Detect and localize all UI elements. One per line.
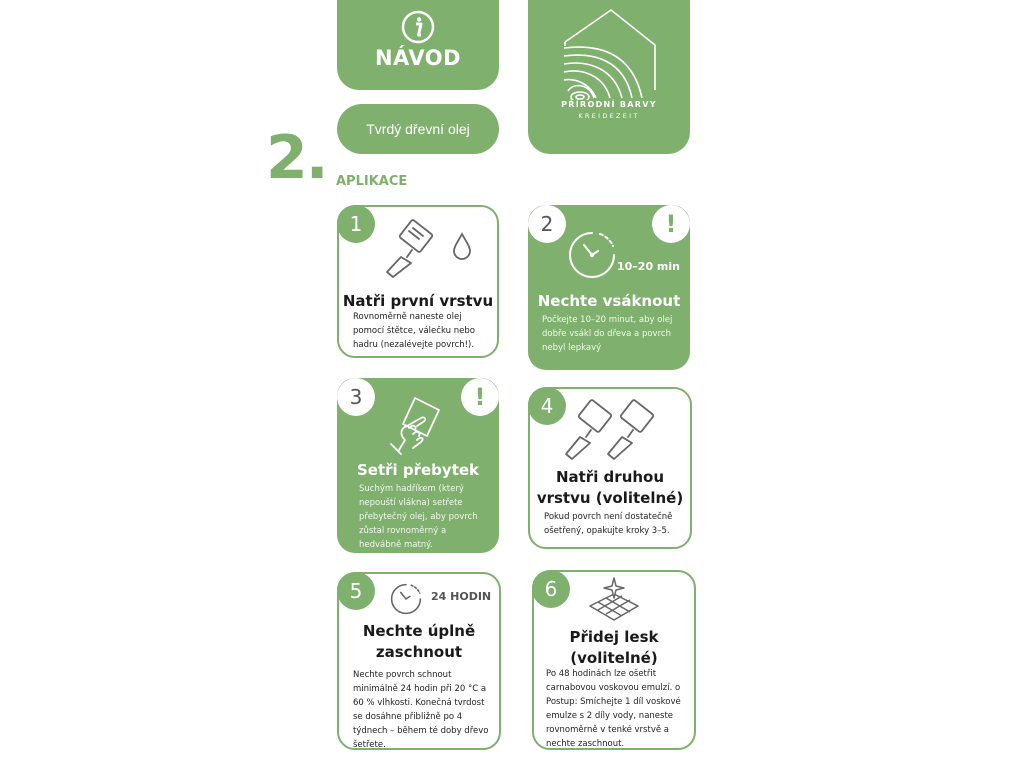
step-title: Přidej lesk (volitelné): [569, 628, 659, 667]
step-number: 6: [532, 570, 570, 608]
step-card-3: [337, 378, 499, 553]
step-number: 5: [337, 572, 375, 610]
shiny-floor-icon: [584, 576, 644, 624]
navod-title: NÁVOD: [374, 46, 462, 70]
product-name-pill: Tvrdý dřevní olej: [337, 104, 499, 154]
clock-icon: [389, 582, 423, 616]
step-card-4: [528, 387, 692, 549]
wood-house-logo-icon: [528, 0, 690, 100]
section-title: APLIKACE: [336, 174, 408, 189]
step-number: 4: [528, 387, 566, 425]
brand-logo: [528, 0, 690, 154]
step-title: Setři přebytek: [356, 461, 480, 479]
alert-icon: !: [461, 378, 499, 416]
step-description: Rovnoměrně naneste olej pomocí štětce, válečku nebo hadru (nezalévejte povrch!).: [353, 312, 475, 350]
step-description: Pokud povrch není dostatečně ošetřený, opakujte kroky 3–5.: [544, 512, 673, 536]
step-title: Nechte vsáknout: [537, 292, 681, 310]
step-number: 2: [528, 205, 566, 243]
step-card-5: [337, 572, 501, 750]
step-description: Počkejte 10–20 minut, aby olej dobře vsákl do dřeva a povrch nebyl lepkavý: [542, 315, 673, 353]
two-paintbrushes-icon: [560, 399, 670, 463]
step-title: Natři první vrstvu: [342, 292, 494, 310]
step-card-6: [532, 570, 696, 750]
navod-badge: [337, 0, 499, 90]
info-icon: [401, 10, 435, 44]
brand-subtitle: KREIDEZEIT: [578, 112, 640, 120]
time-badge: 24 HODIN: [431, 590, 492, 603]
step-title: Natři druhou vrstvu (volitelné): [536, 468, 684, 507]
step-card-2: [528, 205, 690, 370]
step-description: Nechte povrch schnout minimálně 24 hodin při 20 °C a 60 % vlhkosti. Konečná tvrdost se dosáhne přibližně po 4 týdnech – během té doby dřevo šetřete.: [353, 670, 489, 750]
clock-icon: [566, 229, 618, 281]
step-number: 3: [337, 378, 375, 416]
step-number: 1: [337, 205, 375, 243]
time-badge: 10–20 min: [616, 260, 680, 273]
paintbrush-icon: [383, 219, 453, 281]
brand-name: PŘÍRODNÍ BARVY: [561, 100, 657, 109]
step-card-1: [337, 205, 499, 358]
step-description: Suchým hadříkem (který nepouští vlákna) setřete přebytečný olej, aby povrch zůstal rovnoměrný a hedvábně matný.: [359, 484, 478, 550]
alert-icon: !: [652, 205, 690, 243]
drop-icon: [451, 232, 473, 260]
step-description: Po 48 hodinách lze ošetřit carnabovou voskovou emulzí. o Postup: Smíchejte 1 díl voskové emulze s 2 díly vody, naneste rovnoměrně v tenké vrstvě a nechte zaschnout.: [546, 669, 681, 749]
wiping-hand-icon: [387, 394, 447, 456]
step-title: Nechte úplně zaschnout: [362, 622, 476, 661]
section-number: 2.: [266, 123, 327, 193]
